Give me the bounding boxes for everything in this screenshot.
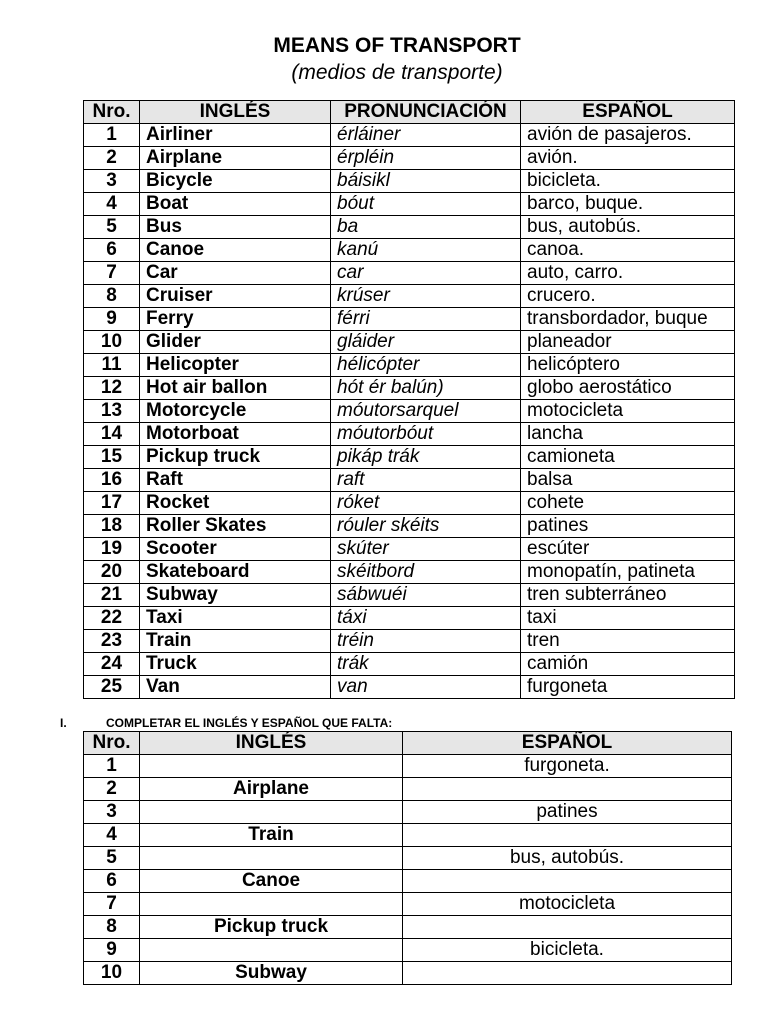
exercise-english [140,939,403,962]
table-row [84,847,732,870]
exercise-row-number: 9 [84,939,140,962]
pronunciation: skúter [331,538,521,561]
table-row [84,492,735,515]
spanish-translation: bus, autobús. [521,216,735,239]
spanish-translation: furgoneta [521,676,735,699]
table-row [84,216,735,239]
exercise-row-number: 6 [84,870,140,893]
row-number: 24 [84,653,140,676]
row-number: 21 [84,584,140,607]
english-word: Roller Skates [140,515,331,538]
exercise-spanish [403,870,732,893]
exercise-header-espanol: ESPAÑOL [403,732,732,755]
table-row [84,147,735,170]
table-row [84,377,735,400]
pronunciation: férri [331,308,521,331]
english-word: Bus [140,216,331,239]
exercise-english [140,801,403,824]
row-number: 20 [84,561,140,584]
pronunciation: krúser [331,285,521,308]
exercise-spanish [403,916,732,939]
row-number: 17 [84,492,140,515]
pronunciation: tréin [331,630,521,653]
english-word: Boat [140,193,331,216]
header-pronunciacion: PRONUNCIACIÓN [331,101,521,124]
exercise-english: Canoe [140,870,403,893]
row-number: 12 [84,377,140,400]
english-word: Glider [140,331,331,354]
spanish-translation: tren subterráneo [521,584,735,607]
pronunciation: ba [331,216,521,239]
table-row [84,285,735,308]
pronunciation: pikáp trák [331,446,521,469]
english-word: Taxi [140,607,331,630]
table-row [84,824,732,847]
row-number: 16 [84,469,140,492]
row-number: 15 [84,446,140,469]
row-number: 13 [84,400,140,423]
pronunciation: róuler skéits [331,515,521,538]
table-row [84,870,732,893]
exercise-english: Subway [140,962,403,985]
table-row [84,423,735,446]
instruction-number: I. [60,716,67,730]
exercise-spanish: furgoneta. [403,755,732,778]
row-number: 10 [84,331,140,354]
spanish-translation: barco, buque. [521,193,735,216]
exercise-spanish: bicicleta. [403,939,732,962]
spanish-translation: avión. [521,147,735,170]
header-espanol: ESPAÑOL [521,101,735,124]
spanish-translation: cohete [521,492,735,515]
english-word: Motorboat [140,423,331,446]
exercise-english [140,893,403,916]
pronunciation: hélicópter [331,354,521,377]
spanish-translation: camión [521,653,735,676]
instruction-text: COMPLETAR EL INGLÉS Y ESPAÑOL QUE FALTA: [106,716,393,730]
spanish-translation: balsa [521,469,735,492]
table-row [84,124,735,147]
pronunciation: érláiner [331,124,521,147]
table-row [84,801,732,824]
table-row [84,630,735,653]
exercise-row-number: 5 [84,847,140,870]
english-word: Car [140,262,331,285]
row-number: 6 [84,239,140,262]
row-number: 18 [84,515,140,538]
row-number: 22 [84,607,140,630]
spanish-translation: lancha [521,423,735,446]
row-number: 19 [84,538,140,561]
spanish-translation: canoa. [521,239,735,262]
table-row [84,308,735,331]
spanish-translation: tren [521,630,735,653]
page-title: MEANS OF TRANSPORT [273,34,521,57]
table-row [84,962,732,985]
table-row [84,239,735,262]
exercise-english [140,847,403,870]
row-number: 7 [84,262,140,285]
pronunciation: sábwuéi [331,584,521,607]
pronunciation: van [331,676,521,699]
english-word: Canoe [140,239,331,262]
vocabulary-header-row [84,101,735,124]
english-word: Ferry [140,308,331,331]
english-word: Scooter [140,538,331,561]
exercise-english [140,755,403,778]
english-word: Helicopter [140,354,331,377]
spanish-translation: auto, carro. [521,262,735,285]
pronunciation: érpléin [331,147,521,170]
pronunciation: gláider [331,331,521,354]
table-row [84,653,735,676]
table-row [84,916,732,939]
exercise-english: Airplane [140,778,403,801]
english-word: Bicycle [140,170,331,193]
english-word: Rocket [140,492,331,515]
table-row [84,193,735,216]
table-row [84,446,735,469]
table-row [84,331,735,354]
table-row [84,538,735,561]
exercise-row-number: 10 [84,962,140,985]
english-word: Cruiser [140,285,331,308]
pronunciation: báisikl [331,170,521,193]
exercise-spanish: bus, autobús. [403,847,732,870]
exercise-row-number: 7 [84,893,140,916]
pronunciation: car [331,262,521,285]
table-row [84,607,735,630]
table-row [84,676,735,699]
vocabulary-table [83,100,735,699]
row-number: 1 [84,124,140,147]
table-row [84,354,735,377]
spanish-translation: camioneta [521,446,735,469]
english-word: Hot air ballon [140,377,331,400]
exercise-table [83,731,732,985]
spanish-translation: avión de pasajeros. [521,124,735,147]
header-ingles: INGLÉS [140,101,331,124]
english-word: Raft [140,469,331,492]
row-number: 9 [84,308,140,331]
table-row [84,515,735,538]
row-number: 5 [84,216,140,239]
exercise-row-number: 4 [84,824,140,847]
row-number: 4 [84,193,140,216]
english-word: Train [140,630,331,653]
row-number: 8 [84,285,140,308]
spanish-translation: taxi [521,607,735,630]
exercise-english: Pickup truck [140,916,403,939]
exercise-spanish: patines [403,801,732,824]
english-word: Subway [140,584,331,607]
pronunciation: hót ér balún) [331,377,521,400]
exercise-instruction [60,716,392,730]
pronunciation: bóut [331,193,521,216]
spanish-translation: monopatín, patineta [521,561,735,584]
exercise-spanish [403,824,732,847]
row-number: 14 [84,423,140,446]
table-row [84,893,732,916]
table-row [84,584,735,607]
exercise-row-number: 8 [84,916,140,939]
spanish-translation: globo aerostático [521,377,735,400]
english-word: Airliner [140,124,331,147]
english-word: Van [140,676,331,699]
pronunciation: raft [331,469,521,492]
english-word: Skateboard [140,561,331,584]
table-row [84,469,735,492]
pronunciation: móutorbóut [331,423,521,446]
page-subtitle: (medios de transporte) [291,61,503,84]
pronunciation: trák [331,653,521,676]
table-row [84,561,735,584]
spanish-translation: crucero. [521,285,735,308]
exercise-header-ingles: INGLÉS [140,732,403,755]
exercise-spanish: motocicleta [403,893,732,916]
exercise-header-row [84,732,732,755]
english-word: Airplane [140,147,331,170]
row-number: 11 [84,354,140,377]
english-word: Truck [140,653,331,676]
row-number: 25 [84,676,140,699]
table-row [84,400,735,423]
exercise-row-number: 2 [84,778,140,801]
english-word: Motorcycle [140,400,331,423]
header-nro: Nro. [84,101,140,124]
pronunciation: róket [331,492,521,515]
table-row [84,755,732,778]
table-row [84,939,732,962]
exercise-spanish [403,778,732,801]
spanish-translation: bicicleta. [521,170,735,193]
spanish-translation: transbordador, buque [521,308,735,331]
exercise-header-nro: Nro. [84,732,140,755]
english-word: Pickup truck [140,446,331,469]
exercise-english: Train [140,824,403,847]
spanish-translation: escúter [521,538,735,561]
spanish-translation: planeador [521,331,735,354]
spanish-translation: patines [521,515,735,538]
spanish-translation: helicóptero [521,354,735,377]
pronunciation: skéitbord [331,561,521,584]
exercise-spanish [403,962,732,985]
row-number: 23 [84,630,140,653]
row-number: 2 [84,147,140,170]
row-number: 3 [84,170,140,193]
pronunciation: kanú [331,239,521,262]
table-row [84,778,732,801]
exercise-row-number: 3 [84,801,140,824]
pronunciation: táxi [331,607,521,630]
pronunciation: móutorsarquel [331,400,521,423]
table-row [84,262,735,285]
table-row [84,170,735,193]
spanish-translation: motocicleta [521,400,735,423]
exercise-row-number: 1 [84,755,140,778]
